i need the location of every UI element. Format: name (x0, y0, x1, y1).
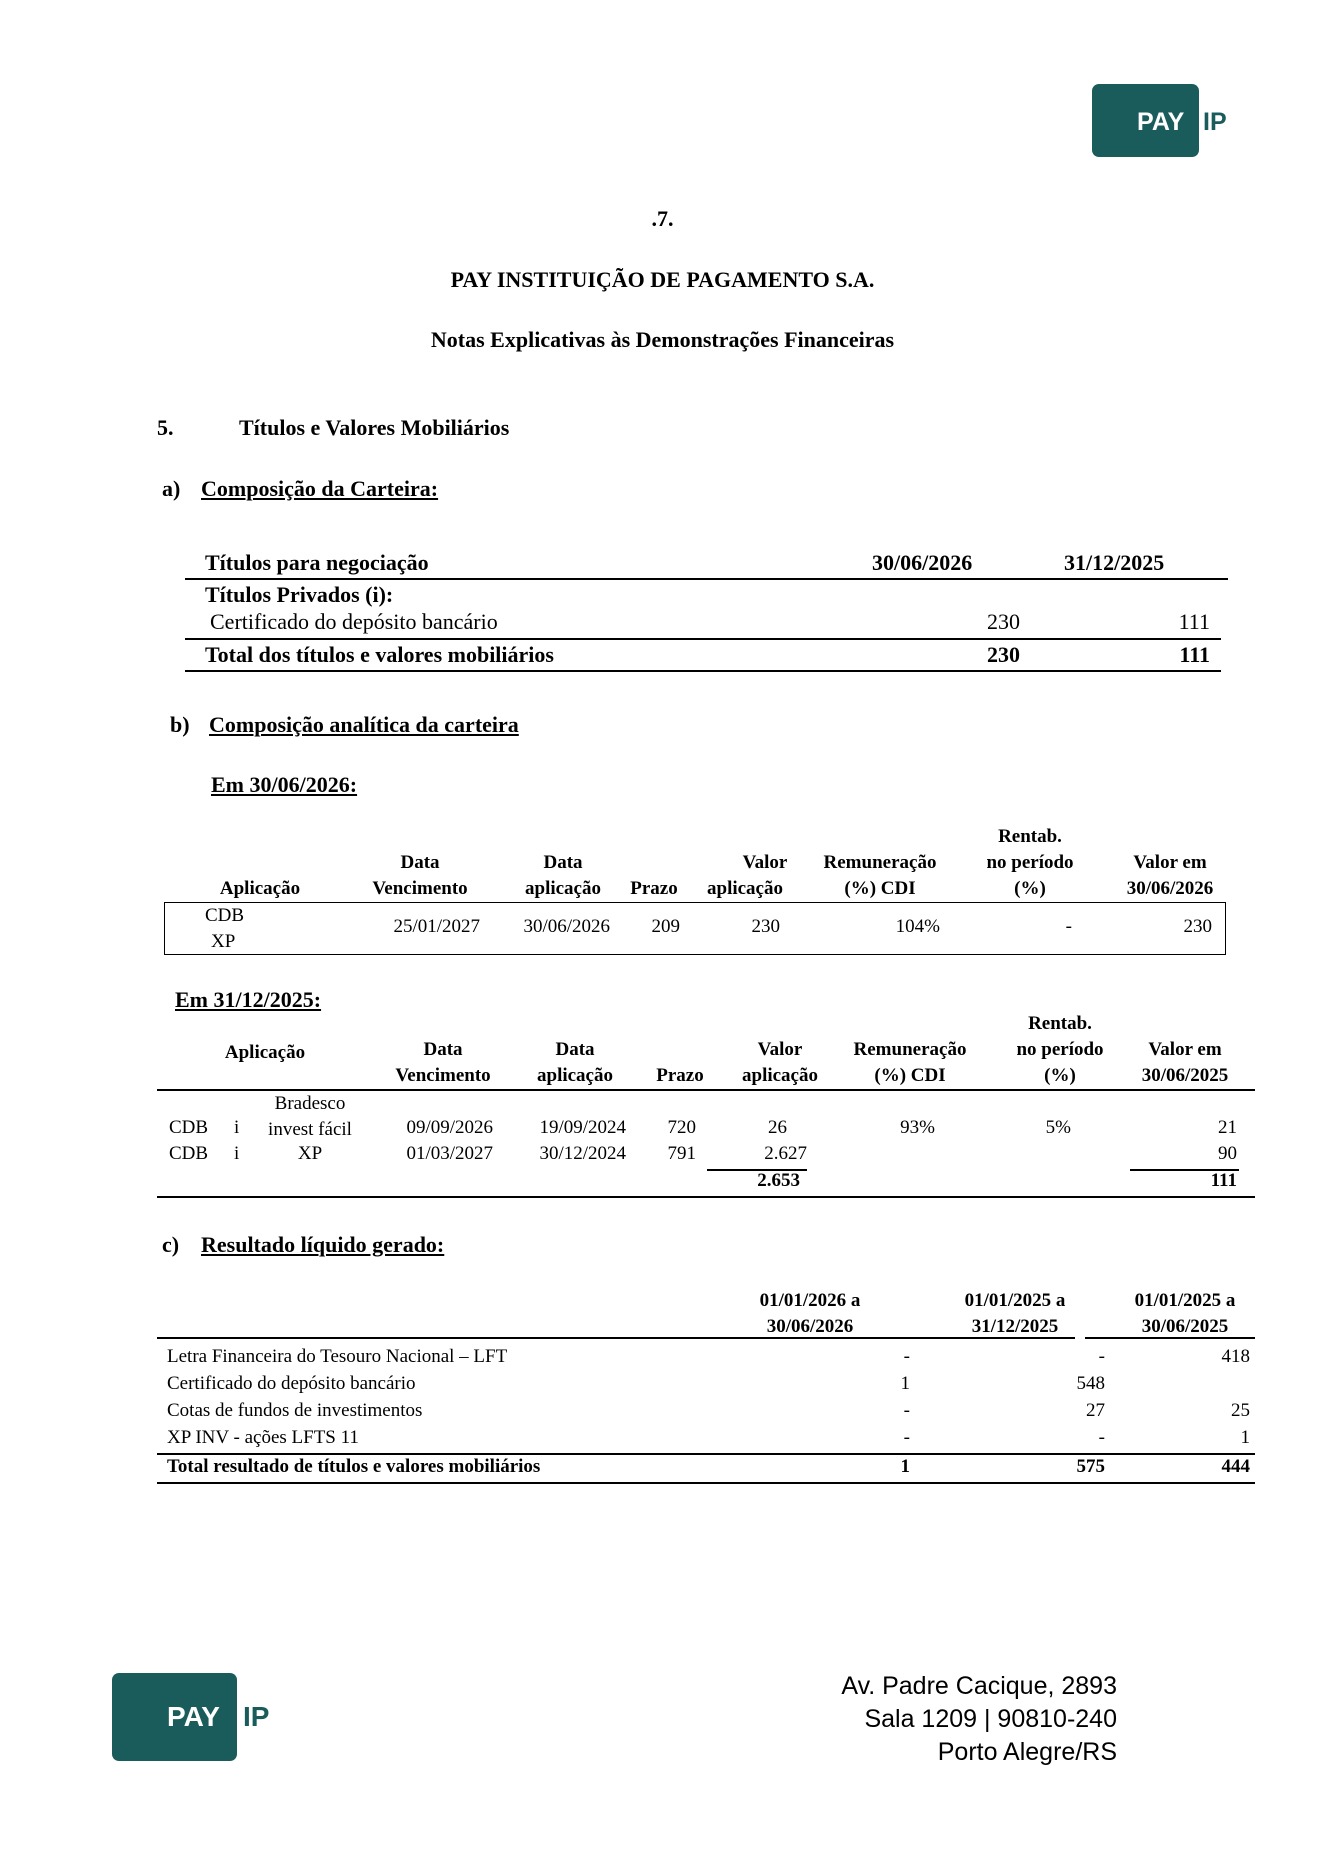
head-line: (%) CDI (844, 878, 916, 899)
table-a-row-label: Certificado do depósito bancário (210, 609, 498, 634)
table-b2-head-vencimento (363, 1037, 523, 1089)
table-c-row4-label: XP INV - ações LFTS 11 (167, 1427, 359, 1448)
address-line: Porto Alegre/RS (937, 1738, 1117, 1766)
head-line: 30/06/2025 (1141, 1316, 1229, 1337)
head-line: Valor em (1148, 1039, 1222, 1060)
table-a-row-v2: 111 (1178, 609, 1210, 634)
section-number: 5. (157, 415, 174, 440)
table-c-row1-v2: - (1098, 1346, 1105, 1367)
part-a-label: a) (162, 476, 181, 501)
head-line: 30/06/2025 (1141, 1065, 1229, 1086)
table-b2-head-valor-em (1120, 1037, 1250, 1089)
table-c-row2-label: Certificado do depósito bancário (167, 1373, 416, 1394)
table-b2-row1-marca: i (234, 1117, 240, 1138)
head-line: Valor (757, 1039, 803, 1060)
head-line: Rentab. (1028, 1013, 1092, 1034)
table-b1-row-rentab: - (1065, 916, 1072, 937)
table-a-total-v1: 230 (987, 642, 1020, 667)
cell-line: Bradesco (274, 1093, 346, 1114)
table-b2-head-remuneracao (835, 1037, 985, 1089)
table-b2-total-valor-em: 111 (1210, 1170, 1237, 1191)
table-c-bottom-rule (157, 1482, 1255, 1484)
head-line: 30/06/2026 (1126, 878, 1214, 899)
head-line: (%) (1014, 878, 1046, 899)
table-b1-head-data-aplicacao (498, 850, 628, 902)
table-b2-row1-rentab: 5% (1045, 1117, 1071, 1138)
table-a-group: Títulos Privados (i): (205, 582, 394, 607)
table-c-row4-v2: - (1098, 1427, 1105, 1448)
table-c-row1-v3: 418 (1221, 1346, 1250, 1367)
table-b1-row-vencimento: 25/01/2027 (393, 916, 480, 937)
table-b2-head-valor-aplicacao (725, 1037, 835, 1089)
table-b1-head-remuneracao (805, 850, 955, 902)
table-c-row2-v1: 1 (900, 1373, 910, 1394)
table-b1-head-aplicacao: Aplicação (219, 878, 301, 899)
table-b2-row1-prazo: 720 (667, 1117, 696, 1138)
table-b1-title: Em 30/06/2026: (211, 772, 358, 797)
head-line: aplicação (525, 878, 601, 899)
table-c-total-label: Total resultado de títulos e valores mobiliários (167, 1456, 541, 1477)
table-b2-title: Em 31/12/2025: (175, 987, 322, 1012)
table-b2-row1-vencimento: 09/09/2026 (406, 1117, 493, 1138)
table-b1-row-valor-em: 230 (1183, 916, 1212, 937)
table-c-head-col1 (720, 1288, 900, 1340)
page-number: .7. (651, 206, 674, 231)
head-line: (%) (1044, 1065, 1076, 1086)
table-b2-bottom-rule (157, 1196, 1255, 1198)
company-name: PAY INSTITUIÇÃO DE PAGAMENTO S.A. (450, 267, 875, 292)
part-a-title: Composição da Carteira: (201, 476, 439, 501)
table-c-head-col3 (1095, 1288, 1275, 1340)
table-a-total-label: Total dos títulos e valores mobiliários (205, 642, 554, 667)
logo-pay-text: PAY (1137, 108, 1185, 136)
table-b1-row-data-aplicacao: 30/06/2026 (523, 916, 610, 937)
table-c-row3-label: Cotas de fundos de investimentos (167, 1400, 423, 1421)
address-line: Sala 1209 | 90810-240 (864, 1705, 1117, 1733)
head-line: Valor em (1133, 852, 1207, 873)
section-title: Títulos e Valores Mobiliários (239, 415, 510, 440)
footer-logo (112, 1673, 270, 1761)
document-subtitle: Notas Explicativas às Demonstrações Financeiras (430, 327, 895, 352)
head-line: 01/01/2025 a (1134, 1290, 1236, 1311)
table-b2-row1-instituicao (250, 1091, 370, 1143)
table-c-head-col2 (925, 1288, 1105, 1340)
table-b1-head-prazo: Prazo (630, 878, 678, 899)
head-line: 31/12/2025 (971, 1316, 1059, 1337)
table-c-row3-v2: 27 (1086, 1400, 1105, 1421)
table-a-header-col1: 30/06/2026 (872, 550, 973, 575)
table-b1-head-valor-aplicacao (690, 850, 800, 902)
table-b2-row1-valor-aplicacao: 26 (768, 1117, 787, 1138)
head-line: no período (1016, 1039, 1104, 1060)
cell-line: invest fácil (268, 1119, 352, 1140)
table-a-bottom-rule (185, 670, 1221, 672)
table-c-row1-v1: - (903, 1346, 910, 1367)
table-b2-row2-vencimento: 01/03/2027 (406, 1143, 493, 1164)
table-b2-total-valor-aplicacao: 2.653 (757, 1170, 800, 1191)
part-b-title: Composição analítica da carteira (209, 712, 519, 737)
table-a-total-rule (185, 638, 1221, 640)
head-line: Remuneração (853, 1039, 967, 1060)
logo-pay-text: PAY (167, 1701, 220, 1732)
table-b2-head-rentab (990, 1011, 1130, 1089)
table-c-row2-v2: 548 (1076, 1373, 1105, 1394)
head-line: aplicação (707, 878, 783, 899)
table-a-total-v2: 111 (1179, 642, 1210, 667)
head-line: aplicação (537, 1065, 613, 1086)
table-b2-head-data-aplicacao (510, 1037, 640, 1089)
table-b1-row-prazo: 209 (651, 916, 680, 937)
table-c-row3-v1: - (903, 1400, 910, 1421)
table-c-row4-v1: - (903, 1427, 910, 1448)
head-line: Data (423, 1039, 463, 1060)
table-b2-head-prazo: Prazo (656, 1065, 704, 1086)
table-c-header-rule (157, 1337, 1075, 1339)
table-b2-row1-valor-em: 21 (1218, 1117, 1237, 1138)
table-b2-row2-instituicao: XP (297, 1143, 323, 1164)
table-c-row3-v3: 25 (1231, 1400, 1250, 1421)
head-line: aplicação (742, 1065, 818, 1086)
cell-line: CDB (205, 905, 245, 926)
head-line: Valor (742, 852, 788, 873)
table-b1-row-aplicacao (205, 903, 244, 955)
table-b2-row2-data-aplicacao: 30/12/2024 (539, 1143, 626, 1164)
head-line: 01/01/2025 a (964, 1290, 1066, 1311)
footer-address (700, 1670, 1117, 1769)
table-b2-row1-tipo: CDB (169, 1117, 209, 1138)
table-b2-row2-valor-em: 90 (1218, 1143, 1237, 1164)
table-b1-head-rentab (960, 824, 1100, 902)
table-b1-head-valor-em (1105, 850, 1235, 902)
head-line: Vencimento (395, 1065, 491, 1086)
head-line: Data (400, 852, 440, 873)
head-line: Remuneração (823, 852, 937, 873)
table-c-total-rule (157, 1453, 1255, 1455)
table-a-header-label: Títulos para negociação (205, 550, 429, 575)
table-c-header-rule-right (1085, 1337, 1255, 1339)
logo-ip-text: IP (1203, 108, 1227, 136)
address-line: Av. Padre Cacique, 2893 (841, 1672, 1117, 1700)
table-c-total-v2: 575 (1076, 1456, 1105, 1477)
logo-ip-text: IP (243, 1701, 270, 1732)
table-b2-row2-marca: i (234, 1143, 240, 1164)
head-line: Data (555, 1039, 595, 1060)
table-a-row-v1: 230 (987, 609, 1020, 634)
head-line: Data (543, 852, 583, 873)
table-b2-row1-remuneracao: 93% (900, 1117, 935, 1138)
head-line: Rentab. (998, 826, 1062, 847)
table-c-total-v1: 1 (900, 1456, 910, 1477)
table-b1-row-valor-aplicacao: 230 (751, 916, 780, 937)
table-b2-row2-valor-aplicacao: 2.627 (764, 1143, 807, 1164)
table-c-row4-v3: 1 (1240, 1427, 1250, 1448)
part-c-label: c) (162, 1232, 180, 1257)
part-b-label: b) (170, 712, 190, 737)
table-b1-row-remuneracao: 104% (895, 916, 940, 937)
head-line: Vencimento (372, 878, 468, 899)
head-line: no período (986, 852, 1074, 873)
cell-line: XP (211, 931, 236, 952)
head-line: 01/01/2026 a (759, 1290, 861, 1311)
table-c-row1-label: Letra Financeira do Tesouro Nacional – LFT (167, 1346, 508, 1367)
head-line: 30/06/2026 (766, 1316, 854, 1337)
table-c-total-v3: 444 (1221, 1456, 1250, 1477)
table-b1-head-vencimento (340, 850, 500, 902)
table-b2-head-aplicacao: Aplicação (224, 1042, 306, 1063)
table-a-header-rule (185, 578, 1228, 580)
part-c-title: Resultado líquido gerado: (201, 1232, 445, 1257)
head-line: (%) CDI (874, 1065, 946, 1086)
table-b2-row2-tipo: CDB (169, 1143, 209, 1164)
table-a-header-col2: 31/12/2025 (1064, 550, 1165, 575)
table-b2-row1-data-aplicacao: 19/09/2024 (539, 1117, 626, 1138)
table-b2-row2-prazo: 791 (667, 1143, 696, 1164)
header-logo (1092, 84, 1227, 157)
